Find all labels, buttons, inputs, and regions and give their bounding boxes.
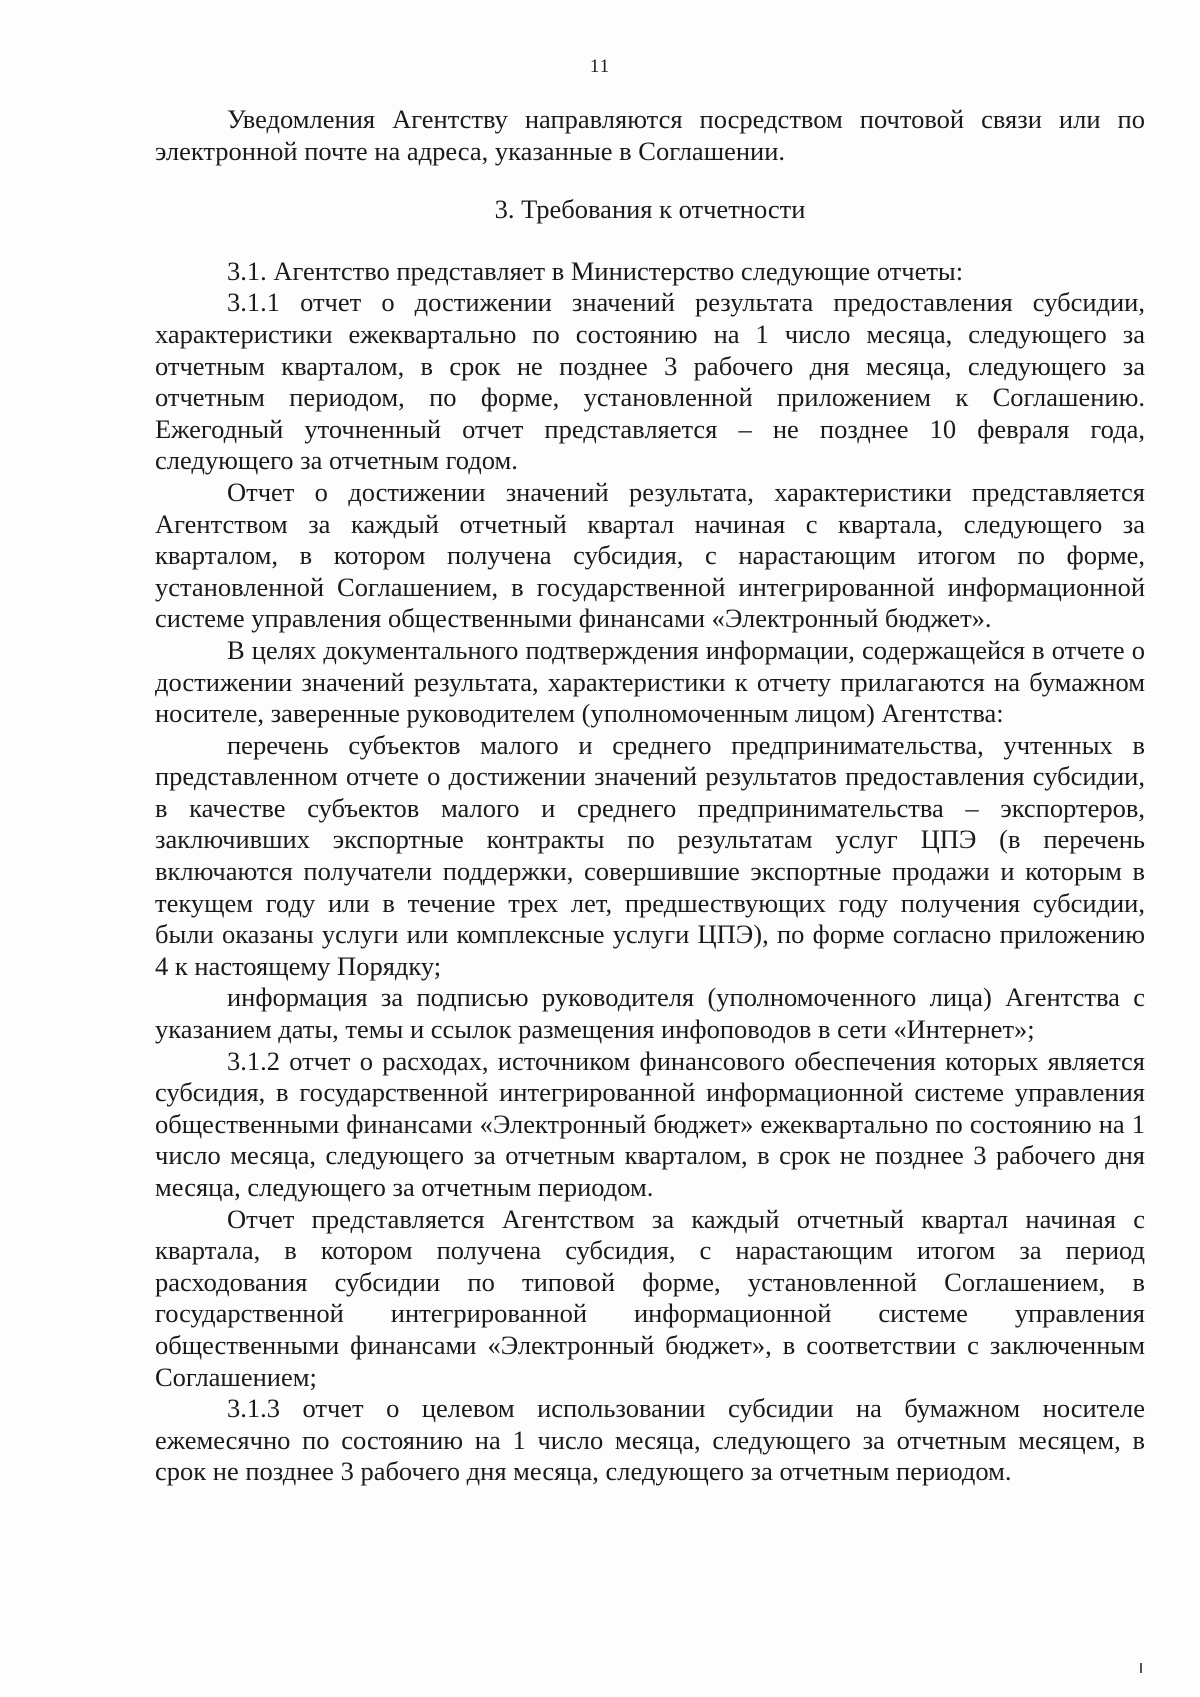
paragraph-documentary-confirmation: В целях документального подтверждения информации, содержащейся в отчете о достижении значений результата, характеристики к отчету прилагаются на бумажном носителе, заверенные руководителем (уполномоченным лицом) Агентства:	[155, 634, 1145, 729]
paragraph-3-1-3: 3.1.3 отчет о целевом использовании субсидии на бумажном носителе ежемесячно по состоянию на 1 число месяца, следующего за отчетным месяцем, в срок не позднее 3 рабочего дня месяца, следующего за отчетным периодом.	[155, 1393, 1145, 1487]
paragraph-3-1: 3.1. Агентство представляет в Министерство следующие отчеты:	[227, 255, 964, 286]
scan-mark	[1140, 1663, 1142, 1673]
page-number: 11	[589, 56, 611, 77]
paragraph-3-1-1: 3.1.1 отчет о достижении значений результата предоставления субсидии, характеристики ежеквартально по состоянию на 1 число месяца, следующего за отчетным кварталом, в срок не позднее 3 рабочего дня месяца, следующего за отчетным периодом, по форме, установленной приложением к Соглашению. Ежегодный уточненный отчет представляется – не позднее 10 февраля года, следующего за отчетным годом.	[155, 287, 1145, 476]
paragraph-notifications: Уведомления Агентству направляются посредством почтовой связи или по электронной почте на адреса, указанные в Соглашении.	[155, 104, 1145, 166]
document-body	[155, 104, 1145, 1488]
paragraph-report-results: Отчет о достижении значений результата, характеристики представляется Агентством за каждый отчетный квартал начиная с квартала, следующего за кварталом, в котором получена субсидия, с нарастающим итогом по форме, установленной Соглашением, в государственной интегрированной информационной системе управления общественными финансами «Электронный бюджет».	[155, 476, 1145, 634]
section-heading: 3. Требования к отчетности	[494, 194, 806, 225]
paragraph-information: информация за подписью руководителя (уполномоченного лица) Агентства с указанием даты, темы и ссылок размещения инфоповодов в сети «Интернет»;	[155, 982, 1145, 1045]
paragraph-list-of-entities: перечень субъектов малого и среднего предпринимательства, учтенных в представленном отчете о достижении значений результатов предоставления субсидии, в качестве субъектов малого и среднего предпринимательства – экспортеров, заключивших экспортные контракты по результатам услуг ЦПЭ (в перечень включаются получатели поддержки, совершившие экспортные продажи и которым в текущем году или в течение трех лет, предшествующих году получения субсидии, были оказаны услуги или комплексные услуги ЦПЭ), по форме согласно приложению 4 к настоящему Порядку;	[155, 729, 1145, 981]
paragraph-report-expenses: Отчет представляется Агентством за каждый отчетный квартал начиная с квартала, в котором получена субсидия, с нарастающим итогом за период расходования субсидии по типовой форме, установленной Соглашением, в государственной интегрированной информационной системе управления общественными финансами «Электронный бюджет», в соответствии с заключенным Соглашением;	[155, 1203, 1145, 1392]
paragraph-3-1-2: 3.1.2 отчет о расходах, источником финансового обеспечения которых является субсидия, в государственной интегрированной информационной системе управления общественными финансами «Электронный бюджет» ежеквартально по состоянию на 1 число месяца, следующего за отчетным кварталом, в срок не позднее 3 рабочего дня месяца, следующего за отчетным периодом.	[155, 1045, 1145, 1202]
